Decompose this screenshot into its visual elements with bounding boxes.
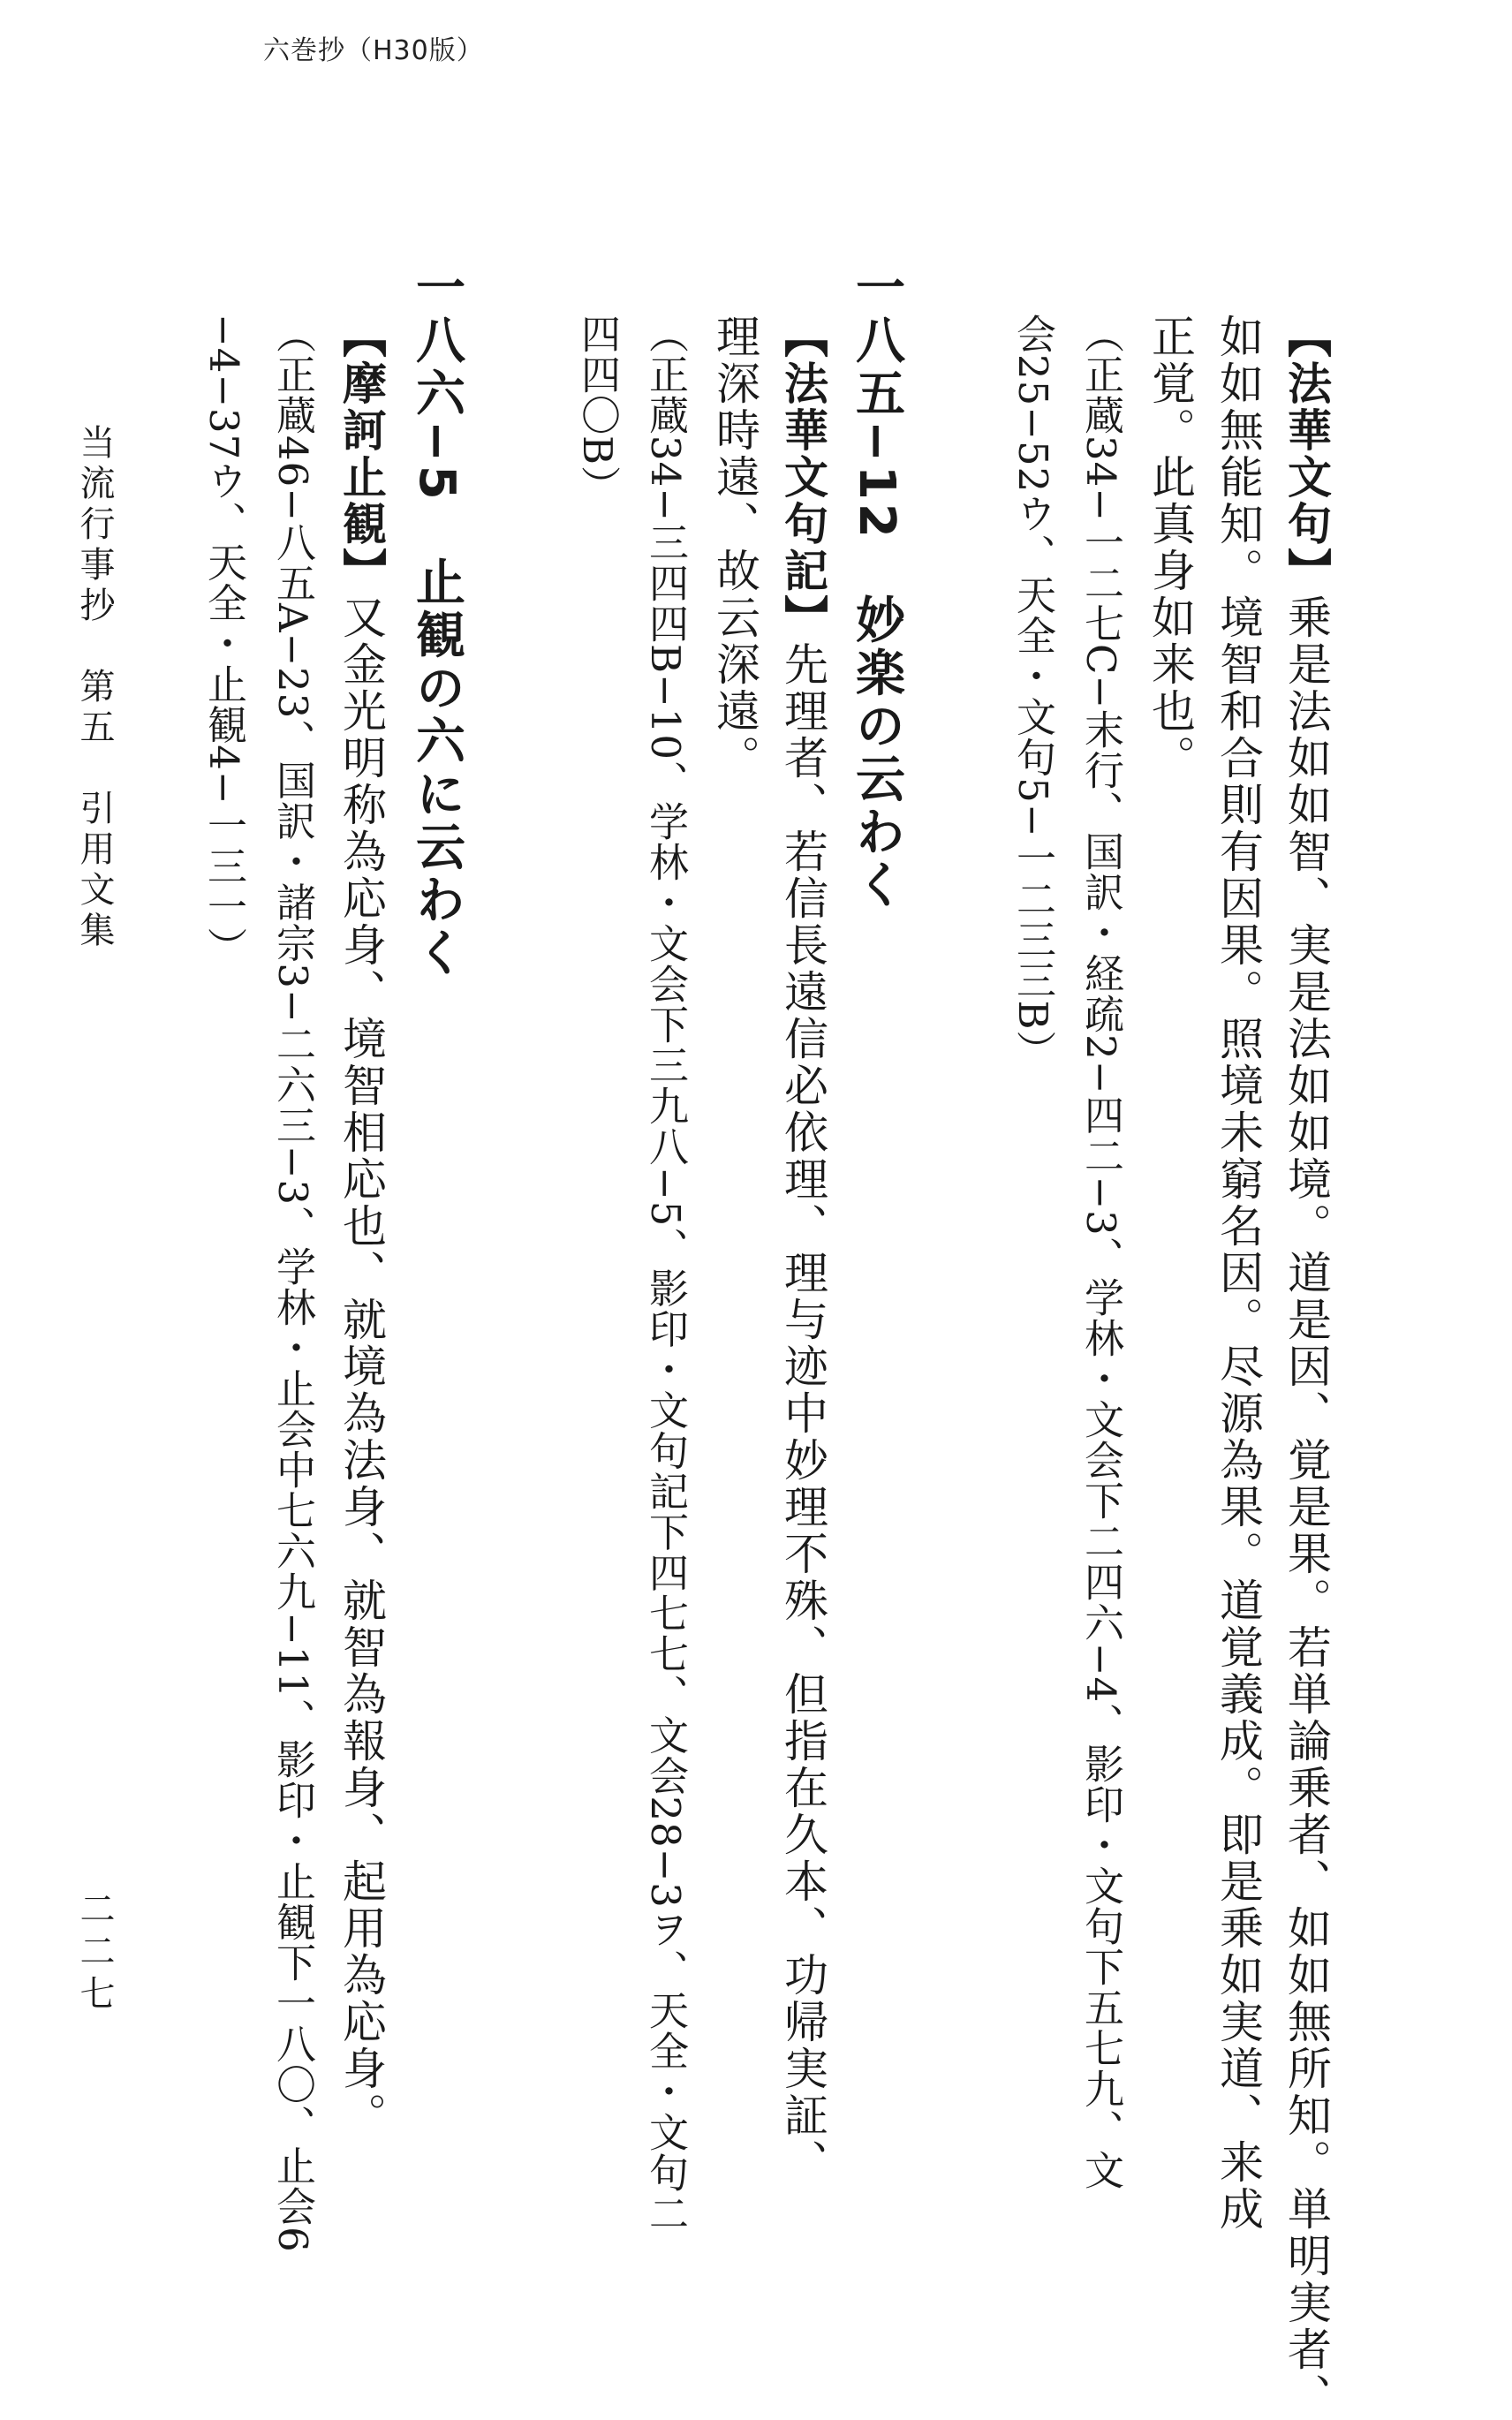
section-3-reference-1: （正蔵46−八五A−23、国訳・諸宗3−二六三−3、学林・止会中七六九−11、影印・止観下一八〇、止会6 [269, 314, 316, 2253]
section-2-text-1: 先理者、若信長遠信必依理、理与迹中妙理不殊、但指在久本、功帰実証、 [777, 641, 828, 2186]
section-1-line-3: 正覚。此真身如来也。 [1145, 314, 1196, 782]
section-1-line-2: 如如無能知。境智和合則有因果。照境未窮名因。尽源為果。道覚義成。即是乗如実道、来成 [1213, 314, 1264, 2233]
section-3-text-1: 又金光明称為応身、境智相応也、就境為法身、就智為報身、起用為応身。 [336, 594, 387, 2139]
section-3-source: 【摩訶止観】 [336, 314, 388, 594]
running-title [74, 424, 115, 952]
section-3-line-1 [336, 314, 388, 2139]
section-3-heading: 一八六−5 止観の六に云わく [408, 261, 465, 980]
book-title: 当流行事抄 [74, 424, 115, 627]
chapter-label: 第五 [74, 668, 115, 749]
section-1-reference-1: （正蔵34−一二七C−末行、国訳・経疏2−四二−3、学林・文会下二四六−4、影印・文句下五七九、文 [1077, 314, 1124, 2191]
section-1-line-1 [1281, 314, 1333, 2420]
section-2-heading: 一八五−12 妙楽の云わく [848, 261, 905, 912]
section-label: 引用文集 [74, 790, 115, 952]
section-2-line-1 [777, 314, 829, 2186]
section-2-reference-1: （正蔵34−三四四B−10、学林・文会下三九八−5、影印・文句記下四七七、文会28−3ヲ、天全・文句二 [642, 314, 689, 2234]
section-2-source: 【法華文句記】 [777, 314, 829, 641]
section-3-reference-2: −4−37ウ、天全・止観4−一三一） [200, 314, 247, 968]
page-number: 二二七 [74, 1890, 115, 2017]
edition-label: 六巻抄（H30版） [263, 35, 484, 66]
section-1-reference-2: 会25−52ウ、天全・文句5−一二三三B） [1009, 314, 1056, 1071]
section-1-text-1: 乗是法如如智、実是法如如境。道是因、覚是果。若単論乗者、如如無所知。単明実者、 [1281, 594, 1332, 2420]
section-2-reference-2: 四四〇B） [574, 314, 621, 507]
section-2-line-2: 理深時遠、故云深遠。 [709, 314, 760, 782]
section-1-source: 【法華文句】 [1281, 314, 1333, 594]
